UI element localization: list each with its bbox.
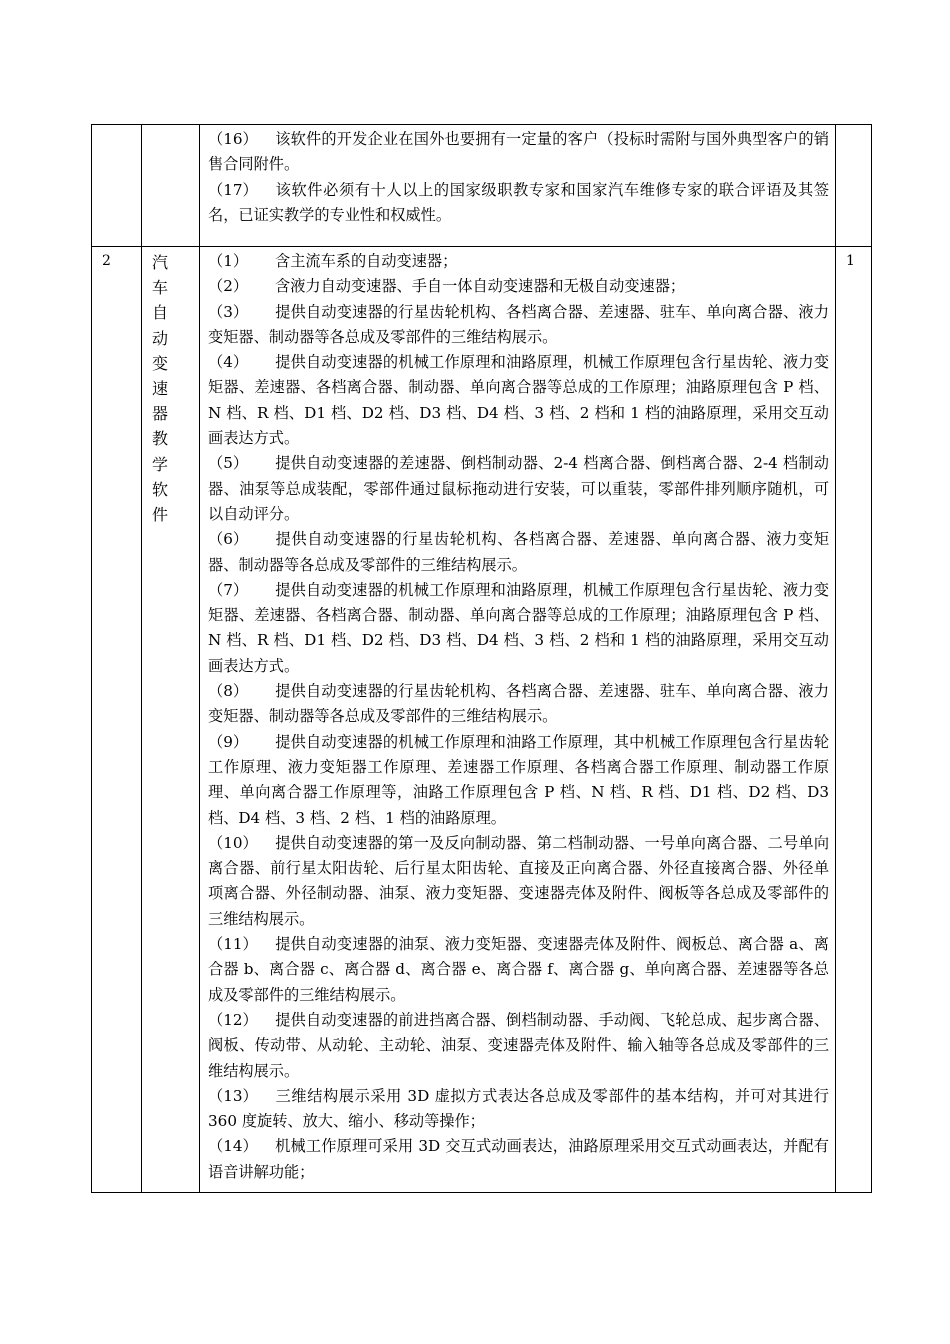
item-name-char: 自 [152, 303, 169, 323]
requirement-text: 提供自动变速器的机械工作原理和油路原理，机械工作原理包含行星齿轮、液力变矩器、差速器、各档离合器、制动器、单向离合器等总成的工作原理；油路原理包含 P 档、N 档、R 档、D1 档、D2 档、D3 档、D4 档、3 档、2 档和 1 档的油路原理，采用交互动画表达方式。 [208, 353, 829, 448]
requirement-number: （7） [208, 580, 249, 599]
requirement-number: （8） [208, 682, 249, 701]
specification-table-body [92, 125, 872, 1193]
requirement-text: 提供自动变速器的第一及反向制动器、第二档制动器、一号单向离合器、二号单向离合器、前行星太阳齿轮、后行星太阳齿轮、直接及正向离合器、外径直接离合器、外径单项离合器、外径制动器、油泵、液力变矩器、变速器壳体及附件、阀板等各总成及零部件的三维结构展示。 [208, 833, 829, 928]
table-row [92, 125, 872, 247]
requirement-text: 提供自动变速器的机械工作原理和油路原理，机械工作原理包含行星齿轮、液力变矩器、差速器、各档离合器、制动器、单向离合器等总成的工作原理；油路原理包含 P 档、N 档、R 档、D1 档、D2 档、D3 档、D4 档、3 档、2 档和 1 档的油路原理，采用交互动画表达方式。 [208, 580, 829, 675]
specification-table [91, 124, 872, 1193]
requirement-item [208, 578, 829, 679]
requirement-number: （12） [208, 1010, 258, 1029]
requirement-text: 提供自动变速器的油泵、液力变矩器、变速器壳体及附件、阀板总、离合器 a、离合器 b、离合器 c、离合器 d、离合器 e、离合器 f、离合器 g、单向离合器、差速器等各总成及零部件的三维结构展示。 [208, 935, 829, 1004]
item-name-char: 教 [152, 429, 169, 449]
item-name-char: 车 [152, 278, 169, 298]
requirement-text: 含主流车系的自动变速器； [275, 252, 458, 270]
requirement-text: 提供自动变速器的行星齿轮机构、各档离合器、差速器、单向离合器、液力变矩器、制动器等各总成及零部件的三维结构展示。 [208, 530, 829, 574]
quantity-cell: 1 [836, 247, 872, 1193]
item-name-char: 学 [152, 454, 169, 474]
requirement-item [208, 178, 829, 229]
item-requirements-cell [200, 247, 836, 1193]
requirement-number: （9） [208, 732, 249, 751]
requirement-text: 提供自动变速器的机械工作原理和油路工作原理，其中机械工作原理包含行星齿轮工作原理、液力变矩器工作原理、差速器工作原理、各档离合器工作原理、制动器工作原理、单向离合器工作原理等，油路工作原理包含 P 档、N 档、R 档、D1 档、D2 档、D3 档、D4 档、3 档、2 档、1 档的油路原理。 [208, 732, 829, 827]
requirement-item [208, 932, 829, 1008]
requirement-number: （1） [208, 252, 249, 270]
requirement-text: 机械工作原理可采用 3D 交互式动画表达，油路原理采用交互式动画表达，并配有语音讲解功能； [208, 1137, 829, 1181]
requirement-item [208, 1084, 829, 1135]
quantity-cell [836, 125, 872, 247]
requirement-item [208, 451, 829, 527]
requirement-item [208, 679, 829, 730]
requirement-number: （17） [208, 180, 258, 199]
item-name-char: 变 [152, 353, 169, 373]
item-number-cell [92, 125, 142, 247]
item-name-char: 动 [152, 328, 169, 348]
item-name-char: 速 [152, 379, 169, 399]
requirement-item [208, 274, 829, 299]
requirement-item [208, 350, 829, 451]
requirement-number: （11） [208, 935, 258, 954]
requirement-text: 提供自动变速器的行星齿轮机构、各档离合器、差速器、驻车、单向离合器、液力变矩器、制动器等各总成及零部件的三维结构展示。 [208, 302, 829, 346]
item-name-cell [142, 125, 200, 247]
requirement-item [208, 300, 829, 351]
requirement-item [208, 1008, 829, 1084]
requirement-number: （13） [208, 1086, 258, 1105]
requirement-item [208, 730, 829, 831]
requirement-text: 提供自动变速器的前进挡离合器、倒档制动器、手动阀、飞轮总成、起步离合器、阀板、传动带、从动轮、主动轮、油泵、变速器壳体及附件、输入轴等各总成及零部件的三维结构展示。 [208, 1010, 829, 1080]
requirement-text: 三维结构展示采用 3D 虚拟方式表达各总成及零部件的基本结构，并可对其进行 360 度旋转、放大、缩小、移动等操作； [208, 1086, 829, 1131]
item-name-char: 件 [152, 505, 169, 525]
requirement-number: （4） [208, 353, 249, 372]
requirement-number: （5） [208, 454, 249, 473]
item-name-char: 器 [152, 404, 169, 424]
requirement-text: 提供自动变速器的差速器、倒档制动器、2-4 档离合器、倒档离合器、2-4 档制动器、油泵等总成装配，零部件通过鼠标拖动进行安装，可以重装，零部件排列顺序随机，可以自动评分。 [208, 454, 829, 523]
table-row [92, 247, 872, 1193]
requirement-text: 含液力自动变速器、手自一体自动变速器和无极自动变速器； [275, 277, 686, 296]
item-name-cell [142, 247, 200, 1193]
requirement-number: （14） [208, 1137, 258, 1156]
requirement-number: （16） [208, 130, 258, 148]
item-number-cell: 2 [92, 247, 142, 1193]
item-name-char: 软 [152, 479, 169, 499]
requirement-number: （3） [208, 302, 249, 321]
requirement-number: （2） [208, 277, 249, 296]
item-requirements-cell [200, 125, 836, 247]
requirement-item [208, 127, 829, 178]
requirement-text: 该软件的开发企业在国外也要拥有一定量的客户（投标时需附与国外典型客户的销售合同附件。 [208, 130, 829, 174]
requirement-number: （10） [208, 833, 258, 852]
requirement-text: 提供自动变速器的行星齿轮机构、各档离合器、差速器、驻车、单向离合器、液力变矩器、制动器等各总成及零部件的三维结构展示。 [208, 682, 829, 726]
requirement-item [208, 249, 829, 274]
item-name-char: 汽 [152, 253, 169, 272]
requirement-item [208, 527, 829, 578]
requirement-number: （6） [208, 530, 249, 549]
requirement-text: 该软件必须有十人以上的国家级职教专家和国家汽车维修专家的联合评语及其签名，已证实教学的专业性和权威性。 [208, 180, 829, 224]
requirement-item [208, 831, 829, 932]
requirement-item [208, 1134, 829, 1185]
